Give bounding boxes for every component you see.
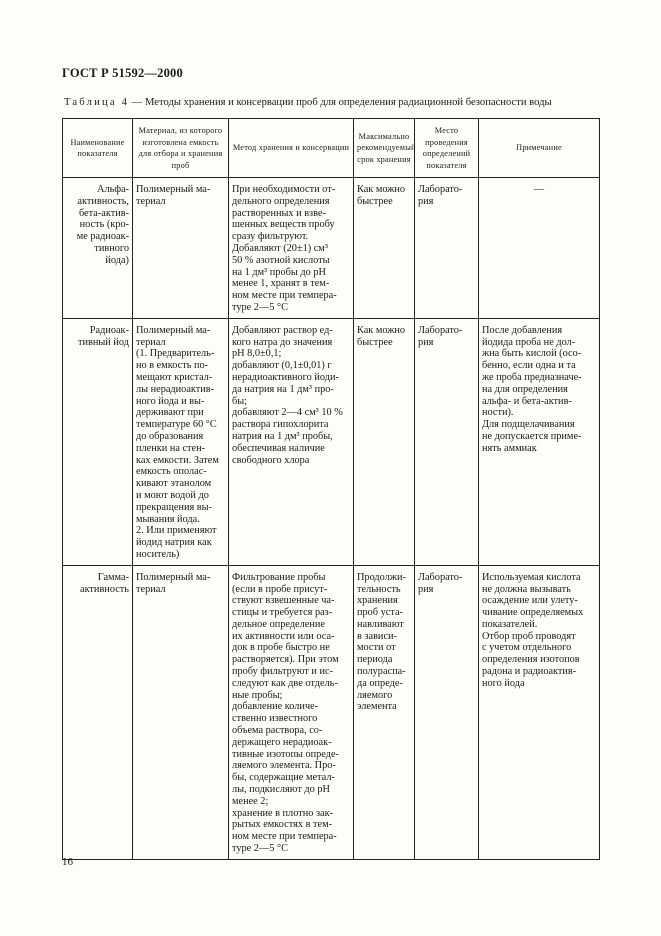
cell-place xyxy=(415,565,479,859)
cell-line: Лаборато- xyxy=(418,324,463,336)
cell-line: После добавления xyxy=(482,324,563,336)
cell-line: (если в пробе присут- xyxy=(232,583,328,595)
cell-line: альфа- и бета-актив- xyxy=(482,395,572,407)
cell-term xyxy=(354,565,415,859)
cell-line: туре 2—5 °С xyxy=(232,843,288,855)
column-header-term: Максимально рекомендуемый срок хранения xyxy=(354,119,415,178)
cell-line: тивный йод xyxy=(78,336,129,348)
table-caption-label: Таблица 4 xyxy=(64,97,130,108)
cell-indicator xyxy=(63,178,133,319)
cell-material xyxy=(133,565,229,859)
cell-line: йодида проба не дол- xyxy=(482,336,576,348)
cell-line: добавление количе- xyxy=(232,701,319,713)
cell-line: йодид натрия как xyxy=(136,537,212,549)
table-caption-text: — Методы хранения и консервации проб для определения радиационной безопасности воды xyxy=(129,97,552,108)
cell-line: же проба предназначе- xyxy=(482,371,582,383)
cell-line: Радиоак- xyxy=(89,324,129,336)
cell-line: нять аммиак xyxy=(482,442,537,454)
cell-indicator xyxy=(63,565,133,859)
cell-line: туре 2—5 °С xyxy=(232,301,288,313)
cell-line: нерадиоактивного йоди- xyxy=(232,371,339,383)
cell-line: раствора гипохлорита xyxy=(232,419,329,431)
cell-line: носитель) xyxy=(136,548,180,560)
cell-line: ственно известного xyxy=(232,713,318,725)
cell-method xyxy=(229,178,354,319)
cell-line: осаждение или улету- xyxy=(482,595,578,607)
cell-note xyxy=(479,318,600,565)
storage-methods-table xyxy=(62,118,600,860)
cell-line: ствуют взвешенные ча- xyxy=(232,595,335,607)
cell-line: Лаборато- xyxy=(418,184,463,195)
document-header: ГОСТ Р 51592—2000 xyxy=(62,66,183,80)
cell-line: тивного xyxy=(94,242,129,254)
cell-line: менее 1, хранят в тем- xyxy=(232,278,330,290)
table-caption xyxy=(64,97,624,108)
cell-line: держащего нерадиоак- xyxy=(232,736,332,748)
cell-line: обеспечивая наличие xyxy=(232,442,325,454)
cell-line: добавляют 2—4 см³ 10 % xyxy=(232,407,343,419)
cell-line: до образования xyxy=(136,430,204,442)
cell-line: Полимерный ма- xyxy=(136,571,211,583)
cell-line: ляемого xyxy=(357,689,393,701)
cell-line: но в емкость по- xyxy=(136,360,209,372)
cell-line: 50 % азотной кислоты xyxy=(232,254,330,266)
cell-place xyxy=(415,318,479,565)
cell-line: ного йода xyxy=(482,677,525,689)
cell-method xyxy=(229,318,354,565)
cell-line: Фильтрование пробы xyxy=(232,571,326,583)
cell-line: ме радиоак- xyxy=(76,231,129,243)
table-row xyxy=(63,318,600,565)
cell-material xyxy=(133,318,229,565)
column-header-material: Материал, из которого изготовлена емкость для отбора и хранения проб xyxy=(133,119,229,178)
cell-line: жна быть кислой (осо- xyxy=(482,348,582,360)
cell-line: активность xyxy=(80,583,129,595)
cell-line: ляемого элемента. Про- xyxy=(232,760,336,772)
cell-line: ном месте при темпера- xyxy=(232,831,337,843)
column-header-place: Место проведения определений показателя xyxy=(415,119,479,178)
cell-line: Полимерный ма- xyxy=(136,324,211,336)
cell-line: свободного хлора xyxy=(232,454,310,466)
cell-line: объема раствора, со- xyxy=(232,725,323,737)
cell-line: ность (кро- xyxy=(79,219,129,231)
cell-line: быстрее xyxy=(357,195,393,207)
cell-line: лы, подкисляют до рН xyxy=(232,784,330,796)
cell-line: в зависи- xyxy=(357,630,397,642)
cell-line: бы; xyxy=(232,395,248,407)
cell-line: элемента xyxy=(357,701,397,713)
cell-line: проб уста- xyxy=(357,607,403,619)
cell-line: температуре 60 °С xyxy=(136,419,217,431)
cell-line: Добавляют (20±1) см³ xyxy=(232,242,328,254)
cell-line: териал xyxy=(136,583,166,595)
cell-line: Добавляют раствор ед- xyxy=(232,324,333,336)
cell-line: Гамма- xyxy=(97,571,129,583)
cell-line: радона и радиоактив- xyxy=(482,666,577,678)
cell-line: Как можно xyxy=(357,184,406,195)
cell-line: Альфа- xyxy=(97,184,129,195)
table-header-row xyxy=(63,119,600,178)
cell-line: натрия на 1 дм³ пробы, xyxy=(232,430,333,442)
cell-line: следуют как две отдель- xyxy=(232,677,338,689)
cell-line: тельность xyxy=(357,583,401,595)
cell-line: Используемая кислота xyxy=(482,571,581,583)
cell-line: не должна вызывать xyxy=(482,583,571,595)
cell-line: их активности или оса- xyxy=(232,630,335,642)
cell-line: Полимерный ма- xyxy=(136,184,211,195)
cell-line: с учетом отдельного xyxy=(482,642,572,654)
cell-line: (1. Предваритель- xyxy=(136,348,215,360)
cell-line: хранения xyxy=(357,595,398,607)
cell-line: периода xyxy=(357,654,393,666)
cell-line: лы нерадиоактив- xyxy=(136,383,215,395)
cell-line: стицы и требуется раз- xyxy=(232,607,333,619)
cell-line: дельное определение xyxy=(232,618,325,630)
cell-line: активность, xyxy=(77,195,129,207)
cell-line: рия xyxy=(418,583,434,595)
cell-line: ные пробы; xyxy=(232,689,283,701)
cell-line: ках емкости. Затем xyxy=(136,454,219,466)
cell-line: емкость ополас- xyxy=(136,466,207,478)
cell-line: мывания йода. xyxy=(136,513,200,525)
cell-line: да опреде- xyxy=(357,677,403,689)
cell-line: добавляют (0,1±0,01) г xyxy=(232,360,332,372)
column-header-indicator: Наименование показателя xyxy=(63,119,133,178)
cell-term xyxy=(354,318,415,565)
cell-line: пленки на стен- xyxy=(136,442,206,454)
cell-line: док в пробе быстро не xyxy=(232,642,330,654)
cell-line: пробу фильтруют и ис- xyxy=(232,666,334,678)
cell-line: При необходимости от- xyxy=(232,184,336,195)
cell-line: навливают xyxy=(357,618,404,630)
cell-line: и моют водой до xyxy=(136,489,209,501)
cell-line: кивают этанолом xyxy=(136,478,212,490)
table-row xyxy=(63,178,600,319)
column-header-note: Примечание xyxy=(479,119,600,178)
cell-line: хранение в плотно зак- xyxy=(232,807,334,819)
cell-line: Отбор проб проводят xyxy=(482,630,576,642)
cell-line: рия xyxy=(418,336,434,348)
cell-line: на для определения xyxy=(482,383,568,395)
cell-line: сразу фильтруют. xyxy=(232,231,309,243)
cell-line: 2. Или применяют xyxy=(136,525,217,537)
cell-line: рН 8,0±0,1; xyxy=(232,348,282,360)
cell-line: Продолжи- xyxy=(357,571,406,583)
cell-line: показателей. xyxy=(482,618,538,630)
cell-line: растворяется). При этом xyxy=(232,654,339,666)
cell-line: териал xyxy=(136,195,166,207)
cell-line: держивают при xyxy=(136,407,204,419)
cell-line: мости от xyxy=(357,642,396,654)
cell-line: растворенных и взве- xyxy=(232,207,326,219)
cell-line: Как можно xyxy=(357,324,406,336)
cell-line: йода) xyxy=(105,254,129,266)
cell-line: не допускается приме- xyxy=(482,430,582,442)
cell-note xyxy=(479,178,600,319)
cell-line: на 1 дм³ пробы до рН xyxy=(232,266,326,278)
cell-line: териал xyxy=(136,336,166,348)
cell-line: быстрее xyxy=(357,336,393,348)
cell-line: чивание определяемых xyxy=(482,607,584,619)
cell-line: ном месте при темпера- xyxy=(232,290,337,302)
cell-term xyxy=(354,178,415,319)
cell-line: бенно, если одна и та xyxy=(482,360,576,372)
column-header-method: Метод хранения и консервации xyxy=(229,119,354,178)
cell-line: — xyxy=(533,184,545,195)
cell-line: мещают кристал- xyxy=(136,371,213,383)
cell-line: бета-актив- xyxy=(78,207,129,219)
cell-place xyxy=(415,178,479,319)
cell-line: кого натра до значения xyxy=(232,336,333,348)
cell-line: Для подщелачивания xyxy=(482,419,575,431)
cell-line: прекращения вы- xyxy=(136,501,212,513)
cell-method xyxy=(229,565,354,859)
cell-line: ного йода и вы- xyxy=(136,395,205,407)
cell-line: шенных веществ пробу xyxy=(232,219,335,231)
cell-material xyxy=(133,178,229,319)
cell-line: да натрия на 1 дм³ про- xyxy=(232,383,334,395)
cell-note xyxy=(479,565,600,859)
cell-line: полураспа- xyxy=(357,666,406,678)
cell-line: рия xyxy=(418,195,434,207)
cell-line: рытых емкостях в тем- xyxy=(232,819,333,831)
cell-indicator xyxy=(63,318,133,565)
cell-line: бы, содержащие метал- xyxy=(232,772,335,784)
cell-line: определения изотопов xyxy=(482,654,580,666)
page-number: 16 xyxy=(62,856,73,868)
cell-line: ности). xyxy=(482,407,514,419)
table-row xyxy=(63,565,600,859)
cell-line: менее 2; xyxy=(232,795,269,807)
cell-line: Лаборато- xyxy=(418,571,463,583)
cell-line: тивные изотопы опреде- xyxy=(232,748,339,760)
cell-line: дельного определения xyxy=(232,195,330,207)
